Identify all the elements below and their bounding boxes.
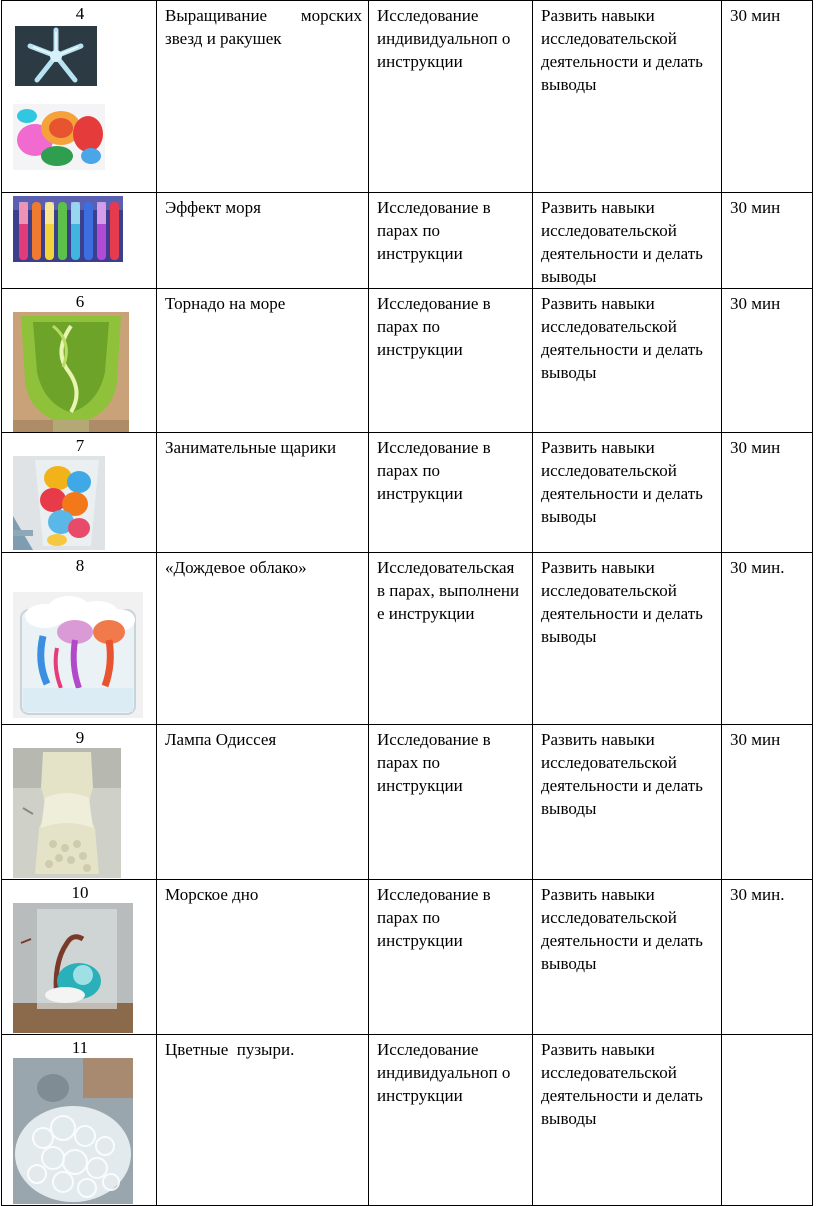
lesson-title: «Дождевое облако»	[157, 553, 369, 725]
number-cell	[2, 193, 157, 289]
row-number: 11	[71, 1038, 89, 1057]
lesson-title: Цветные пузыри.	[157, 1035, 369, 1206]
row-number: 8	[75, 556, 85, 575]
lesson-duration: 30 мин.	[722, 880, 813, 1035]
lesson-method: Исследование индивидуальноп о инструкции	[369, 1, 533, 193]
lesson-goal: Развить навыки исследовательской деятельности и делать выводы	[533, 433, 722, 553]
row-number: 6	[75, 292, 85, 311]
lesson-goal: Развить навыки исследовательской деятельности и делать выводы	[533, 193, 722, 289]
number-cell	[2, 289, 157, 433]
table-row	[2, 880, 813, 1035]
green-tornado-bottle-photo	[13, 312, 129, 432]
table-row	[2, 289, 813, 433]
table-row	[2, 1, 813, 193]
lesson-method: Исследование в парах по инструкции	[369, 433, 533, 553]
lesson-method: Исследование в парах по инструкции	[369, 880, 533, 1035]
sea-bottom-glass-photo	[13, 903, 133, 1033]
row-number: 7	[75, 436, 85, 455]
lesson-duration: 30 мин	[722, 725, 813, 880]
number-cell	[2, 1, 157, 193]
table-row	[2, 193, 813, 289]
lesson-goal: Развить навыки исследовательской деятельности и делать выводы	[533, 1, 722, 193]
starfish-crystal-photo	[15, 26, 97, 86]
lesson-duration: 30 мин.	[722, 553, 813, 725]
row-number: 10	[71, 883, 89, 902]
number-cell	[2, 880, 157, 1035]
colored-bubbles-photo	[13, 1058, 133, 1204]
lesson-goal: Развить навыки исследовательской деятельности и делать выводы	[533, 880, 722, 1035]
number-cell	[2, 725, 157, 880]
lesson-method: Исследовательская в парах, выполнение инструкции	[369, 553, 533, 725]
lesson-duration: 30 мин	[722, 289, 813, 433]
colored-test-tubes-photo	[13, 196, 123, 262]
colored-shells-photo	[13, 104, 105, 170]
lesson-goal: Развить навыки исследовательской деятельности и делать выводы	[533, 1035, 722, 1206]
lesson-method: Исследование индивидуальноп о инструкции	[369, 1035, 533, 1206]
lesson-title: Эффект моря	[157, 193, 369, 289]
lessons-table	[1, 0, 813, 1206]
lesson-duration: 30 мин	[722, 193, 813, 289]
lesson-title: Выращивание морских звезд и ракушек	[157, 1, 369, 193]
lesson-title: Морское дно	[157, 880, 369, 1035]
lesson-goal: Развить навыки исследовательской деятельности и делать выводы	[533, 725, 722, 880]
lesson-method: Исследование в парах по инструкции	[369, 193, 533, 289]
lesson-duration	[722, 1035, 813, 1206]
lesson-duration: 30 мин	[722, 1, 813, 193]
table-row	[2, 1035, 813, 1206]
lesson-goal: Развить навыки исследовательской деятельности и делать выводы	[533, 553, 722, 725]
rain-cloud-jar-photo	[13, 592, 143, 718]
lesson-method: Исследование в парах по инструкции	[369, 725, 533, 880]
row-number: 4	[75, 4, 85, 23]
lesson-duration: 30 мин	[722, 433, 813, 553]
number-cell	[2, 1035, 157, 1206]
odyssey-lamp-bottle-photo	[13, 748, 121, 878]
lesson-method: Исследование в парах по инструкции	[369, 289, 533, 433]
lesson-title: Занимательные щарики	[157, 433, 369, 553]
lesson-title: Торнадо на море	[157, 289, 369, 433]
lesson-goal: Развить навыки исследовательской деятельности и делать выводы	[533, 289, 722, 433]
row-number: 9	[75, 728, 85, 747]
number-cell	[2, 553, 157, 725]
table-row	[2, 725, 813, 880]
lesson-title: Лампа Одиссея	[157, 725, 369, 880]
number-cell	[2, 433, 157, 553]
table-row	[2, 553, 813, 725]
table-row	[2, 433, 813, 553]
colored-balls-cup-photo	[13, 456, 105, 550]
